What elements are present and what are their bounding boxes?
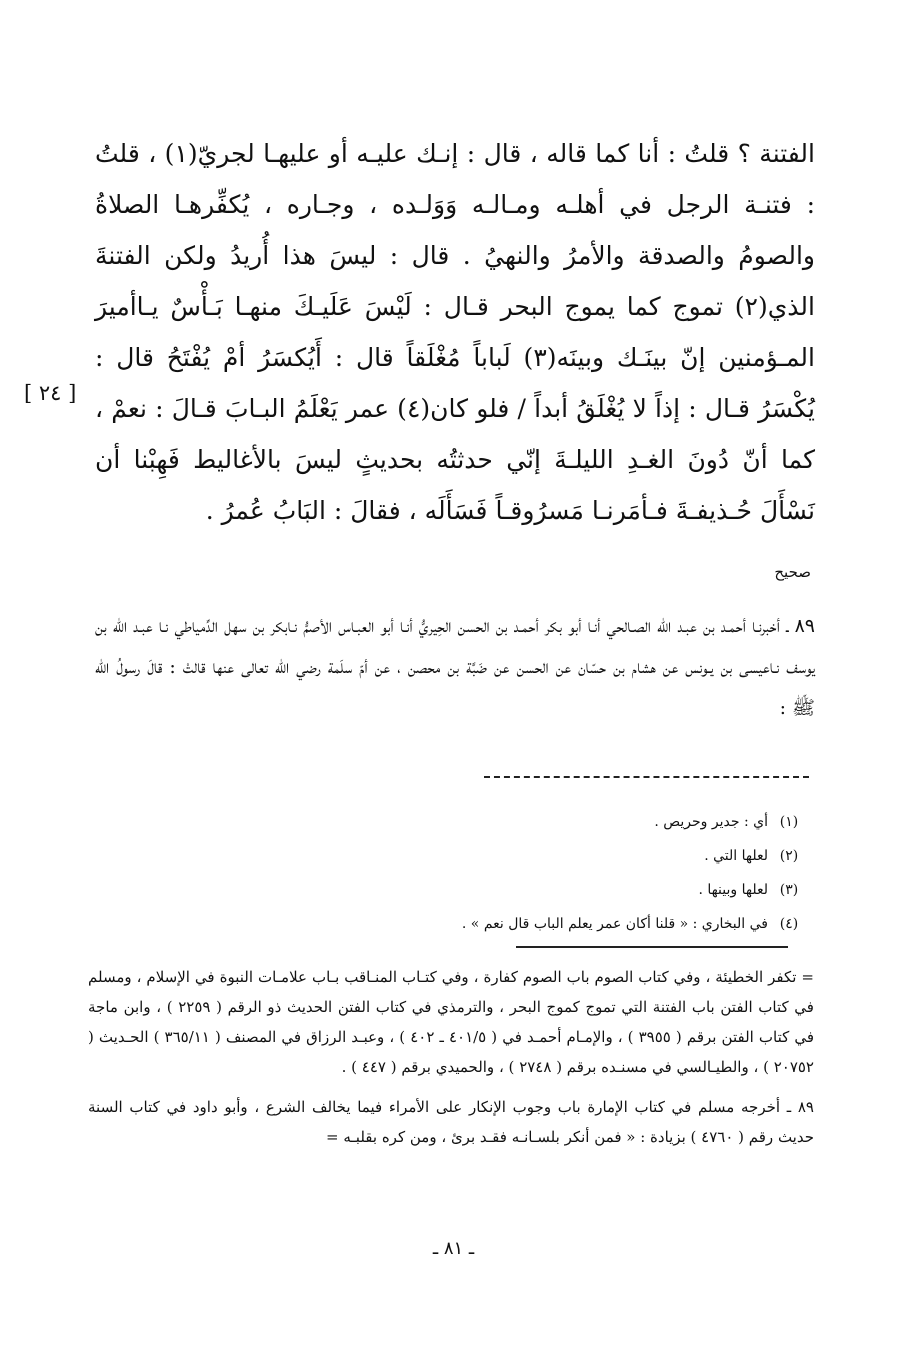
note-continued: = تكفر الخطيئة ، وفي كتاب الصوم باب الصوم كفارة ، وفي كتـاب المنـاقب بـاب علامـات النبوة في الإسلام ، ومسلم في كتاب الفتن باب الفتنة التي تموج كموج البحر ، والترمذي في كتاب الفتن الحديث ذو الرقم ( ٢٢٥٩ ) ، وابن ماجة في كتاب الفتن برقم ( ٣٩٥٥ ) ، والإمـام أحمـد في ( ٤٠١/٥ ـ ٤٠٢ ) ، وعبـد الرزاق في المصنف ( ٣٦٥/١١ ) الحـديث ( ٢٠٧٥٢ ) ، والطيـالسي في مسنـده برقم ( ٢٧٤٨ ) ، والحميدي برقم ( ٤٤٧ ) . — [88, 968, 814, 1076]
hadith-grade: صحيح — [774, 563, 811, 581]
footnote-text: أي : جدير وحريص . — [654, 814, 768, 830]
note-89: ٨٩ ـ أخرجه مسلم في كتاب الإمارة باب وجوب الإنكار على الأمراء فيما يخالف الشرع ، وأبو داود في كتاب السنة حديث رقم ( ٤٧٦٠ ) بزيادة : « فمن أنكر بلسـانـه فقـد برئ ، ومن كره بقلبـه = — [88, 1098, 814, 1146]
footnote-number: (٣) — [779, 882, 799, 898]
footnotes — [380, 805, 810, 941]
margin-page-marker: [ ٢٤ ] — [24, 381, 77, 405]
footnote-item — [380, 873, 810, 907]
hadith-block — [95, 606, 815, 729]
footnote-item — [380, 907, 810, 941]
footnote-text: لعلها التي . — [704, 848, 768, 864]
footnote-text: لعلها وبينها . — [698, 882, 768, 898]
footnote-text: في البخاري : « قلنا أكان عمر يعلم الباب قال نعم » . — [461, 916, 768, 932]
footnote-number: (٤) — [779, 916, 799, 932]
footnote-item — [380, 805, 810, 839]
hadith-text: ٨٩ ـ أخبرنـا أحمـد بن عبـد الله الصـالحي أنـا أبو بكر أحمـد بن الحسن الحِيريُّ أنـا أبو العبـاس الأصمُّ نـابكر بن سهل الدِّمياطي نـا عبـد الله بن يوسف نـاعيسى بن يـونس عن هشام بن حسّان عن الحسن عن ضَبَّة بن محصن ، عن أمّ سلَمة رضي الله تعالى عنها قالتْ : قالَ رسولُ الله ﷺ : — [95, 615, 815, 719]
main-paragraph: الفتنة ؟ قلتُ : أنا كما قاله ، قال : إنـك عليـه أو عليهـا لجريّ(١) ، قلتُ : فتنـة الرجل في أهلـه ومـالـه وَوَلـده ، وجـاره ، يُكفِّرهـا الصلاةُ والصومُ والصدقة والأمرُ والنهيُ . قال : ليسَ هذا أُريدُ ولكن الفتنةَ الذي(٢) تموج كما يموج البحر قـال : لَيْسَ عَلَيـكَ منهـا بَـأْسٌ يـاأميرَ المـؤمنين إنّ بينَـك وبينَه(٣) لَباباً مُغْلَقاً قال : أَيُكسَرُ أمْ يُفْتَحُ قال : يُكْسَرُ قـال : إذاً لا يُغْلَقُ أبداً / فلو كان(٤) عمر يَعْلَمُ البـابَ قـالَ : نعمْ ، كما أنّ دُونَ الغـدِ الليلـةَ إنّي حدثتُه بحديثٍ ليسَ بالأغاليط فَهِبْنا أن نَسْأَلَ حُـذيفـةَ فـأمَرنـا مَسرُوقـاً فَسَأَلَه ، فقالَ : البَابُ عُمرُ . — [95, 139, 815, 525]
editor-notes — [88, 962, 814, 1162]
footnote-item — [380, 839, 810, 873]
footnote-number: (٢) — [779, 848, 799, 864]
page-number: ـ ٨١ ـ — [432, 1238, 475, 1259]
dashed-separator — [484, 776, 809, 778]
footnote-number: (١) — [779, 814, 799, 830]
notes-rule — [516, 946, 788, 948]
main-text-block — [95, 128, 815, 536]
